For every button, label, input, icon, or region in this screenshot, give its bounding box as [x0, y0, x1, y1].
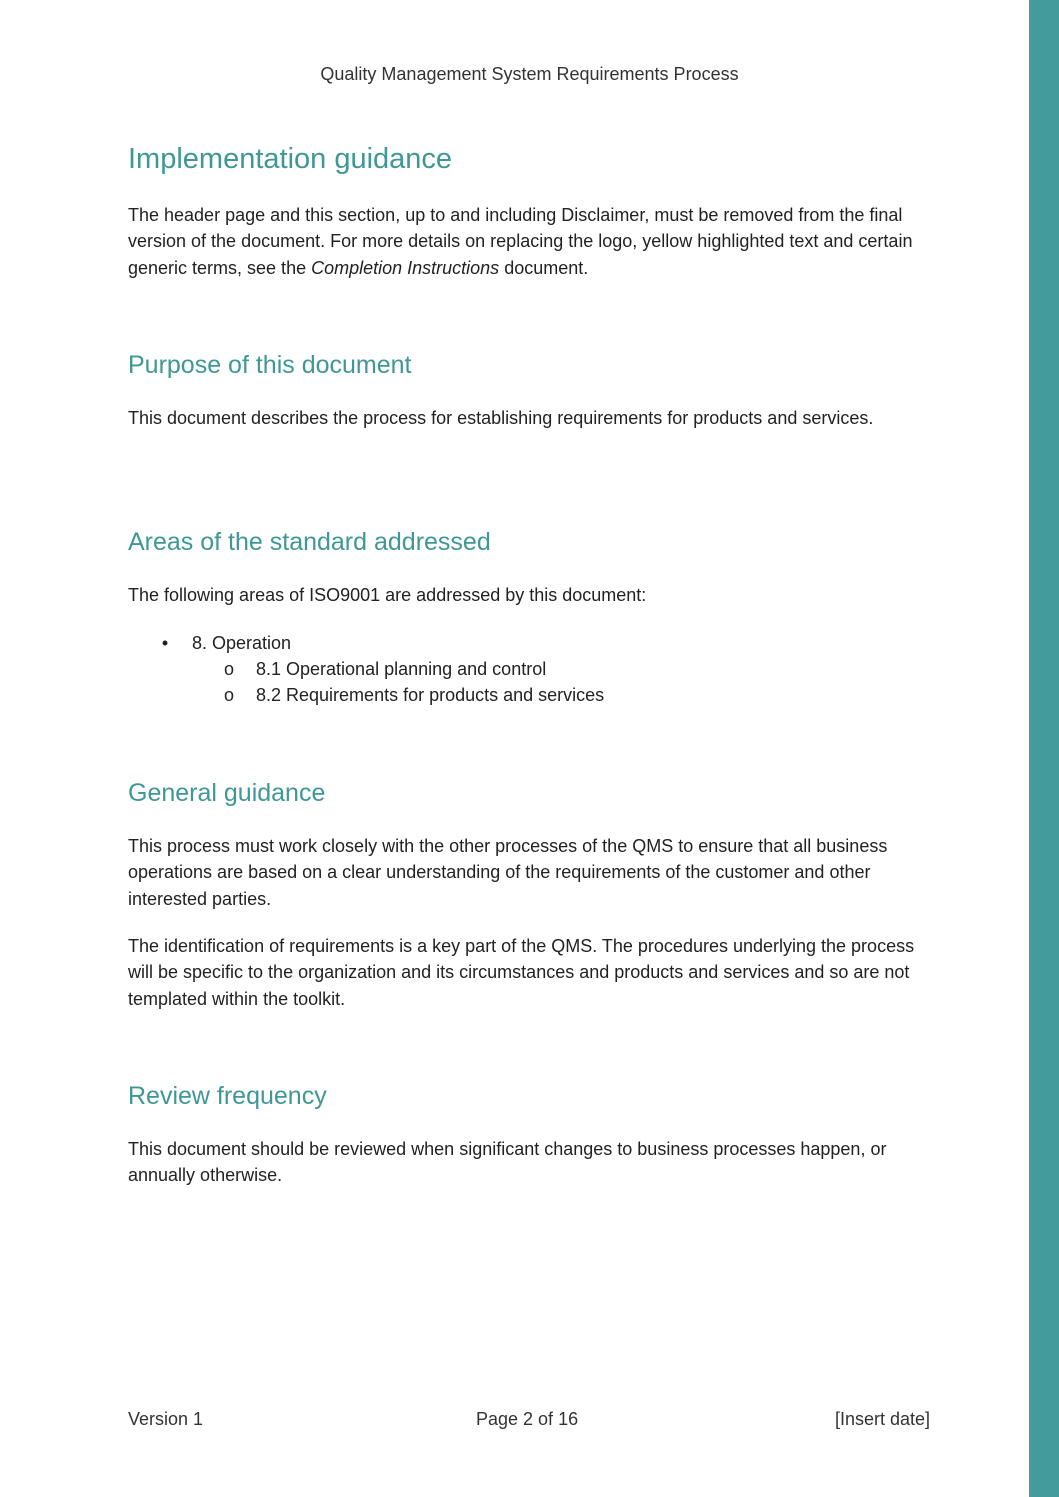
implementation-guidance-heading: Implementation guidance — [128, 143, 453, 175]
implementation-text-part1: The header page and this section, up to and including Disclaimer, must be removed from the final version of the document. For more details on replacing the logo, yellow highlighted text and certain generic terms, see the — [128, 205, 913, 278]
sub-bullet-marker: o — [223, 659, 234, 679]
general-guidance-heading: General guidance — [128, 779, 326, 807]
implementation-text-part2: document. — [499, 257, 589, 278]
completion-instructions-ref: Completion Instructions — [311, 257, 500, 278]
purpose-text: This document describes the process for establishing requirements for products and services. — [128, 408, 874, 428]
footer-version: Version 1 — [128, 1409, 204, 1429]
footer-page-number: Page 2 of 16 — [476, 1409, 579, 1429]
bullet-marker: • — [161, 633, 169, 653]
side-accent-bar — [1029, 0, 1059, 1497]
footer-date: [Insert date] — [834, 1409, 930, 1429]
areas-heading: Areas of the standard addressed — [128, 528, 491, 556]
purpose-heading: Purpose of this document — [128, 351, 412, 379]
areas-intro-text: The following areas of ISO9001 are addressed by this document: — [128, 585, 647, 605]
general-guidance-paragraph-2: The identification of requirements is a key part of the QMS. The procedures underlying the process will be specific to the organization and its circumstances and products and services and so are not templated within the toolkit. — [128, 936, 915, 1009]
review-frequency-text: This document should be reviewed when significant changes to business processes happen, or annually otherwise. — [128, 1139, 887, 1186]
implementation-guidance-text — [128, 202, 933, 281]
review-frequency-heading: Review frequency — [128, 1082, 327, 1110]
page-header-title: Quality Management System Requirements Process — [320, 64, 739, 84]
general-guidance-paragraph-1: This process must work closely with the other processes of the QMS to ensure that all business operations are based on a clear understanding of the requirements of the customer and other interested parties. — [128, 836, 888, 909]
list-item-label: 8. Operation — [192, 633, 292, 653]
sub-list-item-label: 8.1 Operational planning and control — [256, 659, 547, 679]
sub-list-item-label: 8.2 Requirements for products and services — [256, 685, 605, 705]
sub-bullet-marker: o — [223, 685, 234, 705]
